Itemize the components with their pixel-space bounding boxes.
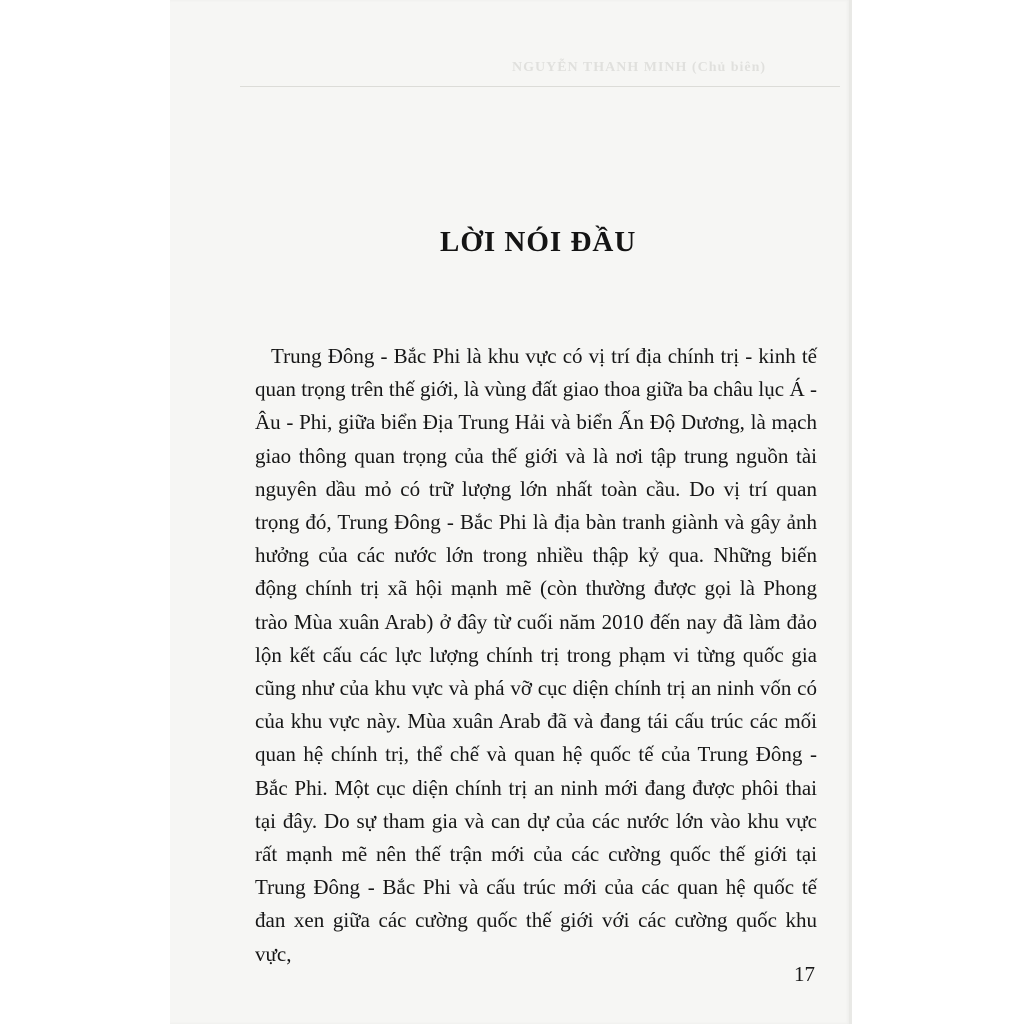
page-title: LỜI NÓI ĐẦU: [440, 226, 637, 258]
page-edge: [849, 0, 852, 1024]
page-number: 17: [794, 962, 815, 986]
header-rule: [240, 86, 840, 87]
running-header-bleedthrough: NGUYỄN THANH MINH (Chủ biên): [512, 60, 767, 75]
body-paragraph: Trung Đông - Bắc Phi là khu vực có vị trí địa chính trị - kinh tế quan trọng trên thế giới, là vùng đất giao thoa giữa ba châu lục Á - Âu - Phi, giữa biển Địa Trung Hải và biển Ấn Độ Dương, là mạch giao thông quan trọng của thế giới và là nơi tập trung nguồn tài nguyên dầu mỏ có trữ lượng lớn nhất toàn cầu. Do vị trí quan trọng đó, Trung Đông - Bắc Phi là địa bàn tranh giành và gây ảnh hưởng của các nước lớn trong nhiều thập kỷ qua. Những biến động chính trị xã hội mạnh mẽ (còn thường được gọi là Phong trào Mùa xuân Arab) ở đây từ cuối năm 2010 đến nay đã làm đảo lộn kết cấu các lực lượng chính trị trong phạm vi từng quốc gia cũng như của khu vực và phá vỡ cục diện chính trị an ninh vốn có của khu vực này. Mùa xuân Arab đã và đang tái cấu trúc các mối quan hệ chính trị, thể chế và quan hệ quốc tế của Trung Đông - Bắc Phi. Một cục diện chính trị an ninh mới đang được phôi thai tại đây. Do sự tham gia và can dự của các nước lớn vào khu vực rất mạnh mẽ nên thế trận mới của các cường quốc thế giới tại Trung Đông - Bắc Phi và cấu trúc mới của các quan hệ quốc tế đan xen giữa các cường quốc thế giới với các cường quốc khu vực,: [255, 344, 817, 966]
